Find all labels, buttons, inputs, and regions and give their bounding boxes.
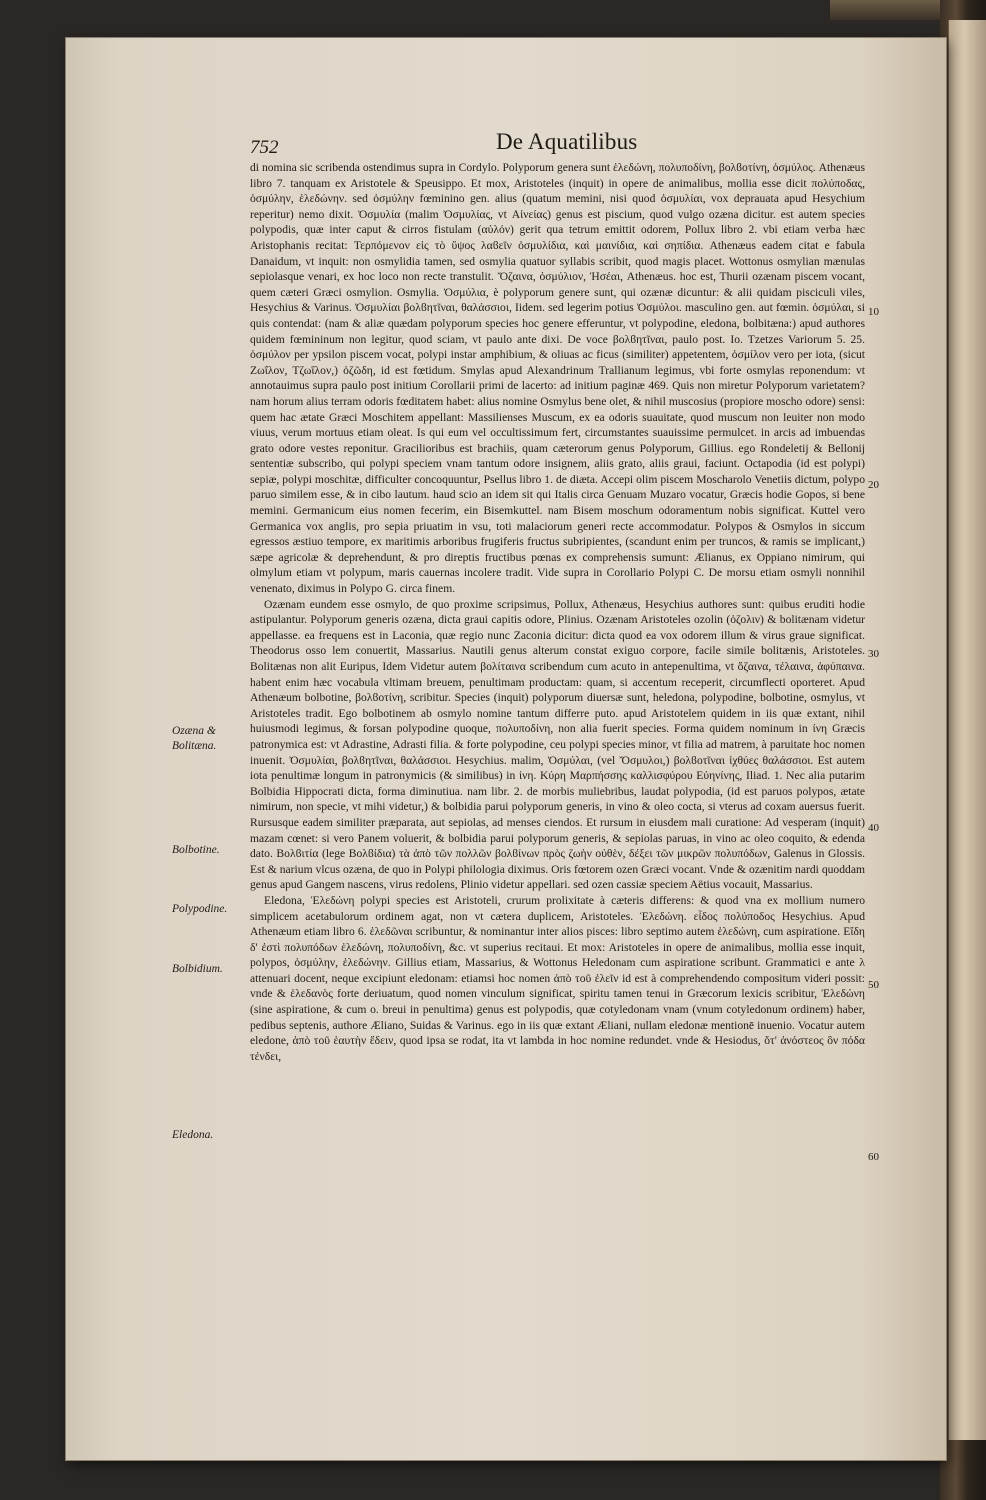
page-curl-shadow: [830, 0, 940, 20]
line-number: 40: [868, 822, 879, 834]
margin-note-ozaena: Ozæna & Bolitæna.: [172, 725, 217, 752]
running-title: De Aquatilibus: [496, 129, 638, 154]
margin-note-polypodine: Polypodine.: [172, 903, 228, 915]
line-number: 50: [868, 979, 879, 991]
main-text-block: [250, 160, 865, 1064]
margin-note-bolbidium: Bolbidium.: [172, 963, 223, 975]
paragraph-osmylus: di nomina sic scribenda ostendimus supra in Cordylo. Polyporum genera sunt ἑλεδώνη, πολυποδίνη, βολϐοτίνη, ὀσμύλος. Athenæus libro 7. tanquam ex Aristotele & Speusippo. Et mox, Aristoteles (inquit) in opere de animalibus, mollia esse dicit πολύποδας, ὀσμύλην, ἑλεδώνην. sed ὀσμύλην fœminino gen. alius (quatum memini, nisi quod ὀσμυλίαι, vox deprauata apud Hesychium reperitur) nemo dixit. Ὀσμυλία (malim Ὀσμυλίας, vt Αἰνείας) genus est piscium, quod vulgo ozæna dicitur. est autem species polypodis, quæ inter caput & cirros fistulam (αὐλόν) gerit qua tetrum emittit odorem, Pollux libro 2. vbi etiam verba hæc Aristophanis recitat: Τερπόμενον εἰς τὸ ὕψος λαϐεῖν ὀσμυλίδια, καὶ μαινίδια, καὶ σηπίδια. Athenæus eadem citat e fabula Danaidum, vt inquit: non osmylidia tamen, sed osmylia quatuor syllabis scribit, quod magis placet. Wottonus osmylian mænulas sepiolasque venari, ex hoc loco non recte transtulit. Ὄζαινα, ὀσμύλιον, Ἠσέαι, Athenæus. hoc est, Thurii ozænam piscem vocant, quem cæteri Græci osmylion. Osmylia. Ὀσμύλια, è polyporum genere sunt, qui ozænæ dicuntur: & alii quidam pisciculi viles, Hesychius & Varinus. Ὀσμυλίαι βολϐητῖναι, θαλάσσιοι, Iidem. sed legerim potius Ὀσμύλοι. masculino gen. aut fœmin. ὀσμύλαι, si quis contendat: (nam & aliæ quædam polyporum species hoc genere efferuntur, vt polypodine, eledona, bolbitæna:) apud authores quidem fœmininum non legitur, quod sciam, vt paulo ante dixi. De voce βολϐητῖναι, paulo post. Io. Tzetzes Variorum 5. 25. ὀσμύλον per ypsilon piscem vocat, polypi instar amphibium, & oliuas ac ficus (similiter) appetentem, ὀσμίλον vero per iota, (sicut Ζωΐλον, Τζωΐλον,) ὀζῶδη, id est fœtidum. Smylas apud Alexandrinum Trallianum legimus, vbi forte osmylas reponendum: vt annotauimus supra paulo post initium Corollarii primi de lacerto: ad initium paginæ 469. Quis non miretur Polyporum varietatem? nam horum alius terram odoris fœditatem habet: alius nomine Osmylus bene olet, & nihil muscosius (propiore moscho odore) sensi: quem hac ætate Græci Moschitem appellant: Massilienses Muscum, ex ea odoris suauitate, quod muscum non leuiter non modo viuus, verum mortuus etiam oleat. Is qui eum vel occultissimum fert, circumstantes suauissime permulcet. in arcis ad imbuendas grato odore vestes reponitur. Gracilioribus est brachiis, quam cæterorum genus Polyporum, Gillius. ego Rondeletij & Bellonij sententiæ subscribo, qui polypi speciem vnam tantum odore insignem, aliis grato, aliis graui, faciunt. Octapodia (id est polypi) sepiæ, polypi moschitæ, difficulter concoquuntur, Psellus libro 1. de diæta. Accepi olim piscem Moscharolo Venetiis dictum, polypo paruo similem esse, & in cibo lautum. haud scio an idem sit qui Italis circa Genuam Muzaro vocatur, Græcis hodie Gopos, si bene memini. Germanicum eius nomen fecerim, ein Bisemkuttel. nam Bisem moschum odoramentum nobis significat. Kuttel vero Germanica vox anglis, pro sepia priuatim in vsu, toti malaciorum generi recte accommodatur. Polypos & Osmylos in siccum egressos æstiuo tempore, ex maritimis arboribus frugiferis fructus subripientes, (scandunt enim per truncos, & ramis se implicant,) sæpe agricolæ & deprehendunt, & pro direptis fructibus pœnas ex comprehensis sumunt: Ælianus, ex Oppiano nimirum, qui olmylum etiam vt polypum, maris cauernas incolere tradit. Vide supra in Corollario Polypi C. De morsu etiam osmyli nonnihil venenato, diximus in Polypo G. circa finem.: [250, 161, 865, 596]
margin-note-bolbotine: Bolbotine.: [172, 844, 220, 856]
margin-note-eledona: Eledona.: [172, 1129, 214, 1141]
facing-page-edge: [948, 20, 986, 1440]
line-number: 30: [868, 648, 879, 660]
paragraph-ozaena: Ozænam eundem esse osmylo, de quo proxime scripsimus, Pollux, Athenæus, Hesychius authores sunt: quibus eruditi hodie astipulantur. Polyporum generis ozæna, dicta graui capitis odore, Plinius. Ozænam Aristoteles ozolin (ὀζολιν) & bolitænam videtur appellasse. ea frequens est in Laconia, quæ regio nunc Zaconia dicitur: dicta quod ea vox odorem illum & virus graue significat. Theodorus osso lem conuertit, Massarius. Nautili genus alterum constat exiguo corpore, facile simile bolitænis, Aristoteles. Bolitænas non alit Euripus, Idem Videtur autem βολίταινα scribendum cum acuto in antepenultima, vt ὄζαινα, τέλαινα, ἀφύπαινα. habent enim hæc vocabula vltimam breuem, penultimam productam: quam, si accentum receperit, circumflecti oporteret. Apud Athenæum bolbotine, βολϐοτίνη, scribitur. Species (inquit) polyporum diuersæ sunt, heledona, polypodine, bolbotine, osmylus, vt Aristoteles tradit. Ego bolbotinem ab osmylo nomine tantum differre puto. apud Aristotelem quidem in iis quæ extant, nihil huiusmodi legimus, & forsan polypodine quoque, πολυποδίνη, non alia fuerit species. Forma quidem nominum in ίνη Græcis patronymica est: vt Adrastine, Adrasti filia. & forte polypodine, ceu polypi species minor, vt filia ad matrem, à paruitate hoc nomen inuenit. Ὀσμυλίαι, βολϐητῖναι, θαλάσσιοι. Hesychius. malim, Ὀσμύλαι, (vel Ὄσμυλοι,) βολϐοτῖναι ἰχθύες θαλάσσιοι. Est autem iota penultimæ longum in patronymicis (& similibus) in ίνη. Κύρη Μαρπήσσης καλλισφύρου Εὐηνίνης, Iliad. 1. Nec alia putarim Bolbidia Hippocrati dicta, forma diminutiua. nam libr. 2. de morbis muliebribus, laudat polypodia, (id est paruos polypos, ætate nimirum, non specie, vt mihi videtur,) & bolbidia parui polyporum generis, in vino & oleo cocta, si vterus ad coxam auersus fuerit. Rursusque eadem similiter præparata, aut sepiolas, ad menses ciendos. Et rursum in eiusdem mali curatione: Ad vesperam (inquit) mazam cœnet: si vero Panem voluerit, & bolbidia parui polyporum generis, & sepiolas paruas, in vino ac oleo coquito, & edenda dato. Βολϐιτία (lege Βολϐίδια) τὰ ἀπὸ τῶν πολλῶν βολϐίνων πρὸς ζωὴν οὐθὲν, δέξει τῶν μικρῶν πολυπόδων, Galenus in Glossis. Est & narium vlcus ozæna, de quo in Polypi philologia diximus. Oris fœtorem ozen Græci vocant. Vnde & ozænitim nardi quoddam genus apud Gangem nascens, virus redolens, Plinio videtur appellari. sed ozen cassiæ speciem Aëtius vocauit, Massarius.: [250, 597, 865, 892]
line-number: 20: [868, 479, 879, 491]
line-number: 60: [868, 1151, 879, 1163]
page-number: 752: [250, 137, 279, 158]
paragraph-eledona: Eledona, Ἑλεδώνη polypi species est Aristoteli, crurum prolixitate à cæteris differens: & quod vna ex mollium numero simplicem acetabulorum ordinem agat, non vt cætera duplicem, Aristoteles. Ἑλεδώνη. εἶδος πολύποδος Hesychius. Apud Athenæum etiam libro 6. ἑλεδῶναι scribuntur, & nominantur inter alios pisces: libro septimo autem ἑλεδώνη, cum aspiratione. Εἴδη δ' ἐστὶ πολυπόδων ἑλεδώνη, πολυποδίνη, &c. vt superius recitaui. Et mox: Aristoteles in opere de animalibus, mollia esse inquit, polypos, ὀσμύλην, ἑλεδώνην. Gillius etiam, Massarius, & Wottonus Heledonam cum aspiratione scribunt. Grammatici e ante λ attenuari docent, neque excipiunt eledonam: etiamsi hoc nomen ἀπὸ τοῦ ἑλεῖν id est à comprehendendo compositum videri possit: vnde & ἑλεδανὸς forte deriuatum, quod nomen vinculum significat, spiritu tamen tenui in Græcorum lexicis scribitur, Ἐλεδώνη (sine aspiratione, & cum o. breui in penultima) genus est polypodis, quæ cotyledonam vnam (vnum cotyledonum ordinem) haber, pedibus septenis, authore Æliano, Suidas & Varinus. ego in iis quæ extant Æliani, nullam eledonæ mentionē inuenio. Vocatur autem eledone, ἀπὸ τοῦ ἑαυτὴν ἔδειν, quod ipsa se rodat, ita vt lambda in hoc nomine redundet. vnde & Hesiodus, ὅτ' ἀνόστεος ὃν πόδα τένδει,: [250, 893, 865, 1063]
line-number: 10: [868, 306, 879, 318]
